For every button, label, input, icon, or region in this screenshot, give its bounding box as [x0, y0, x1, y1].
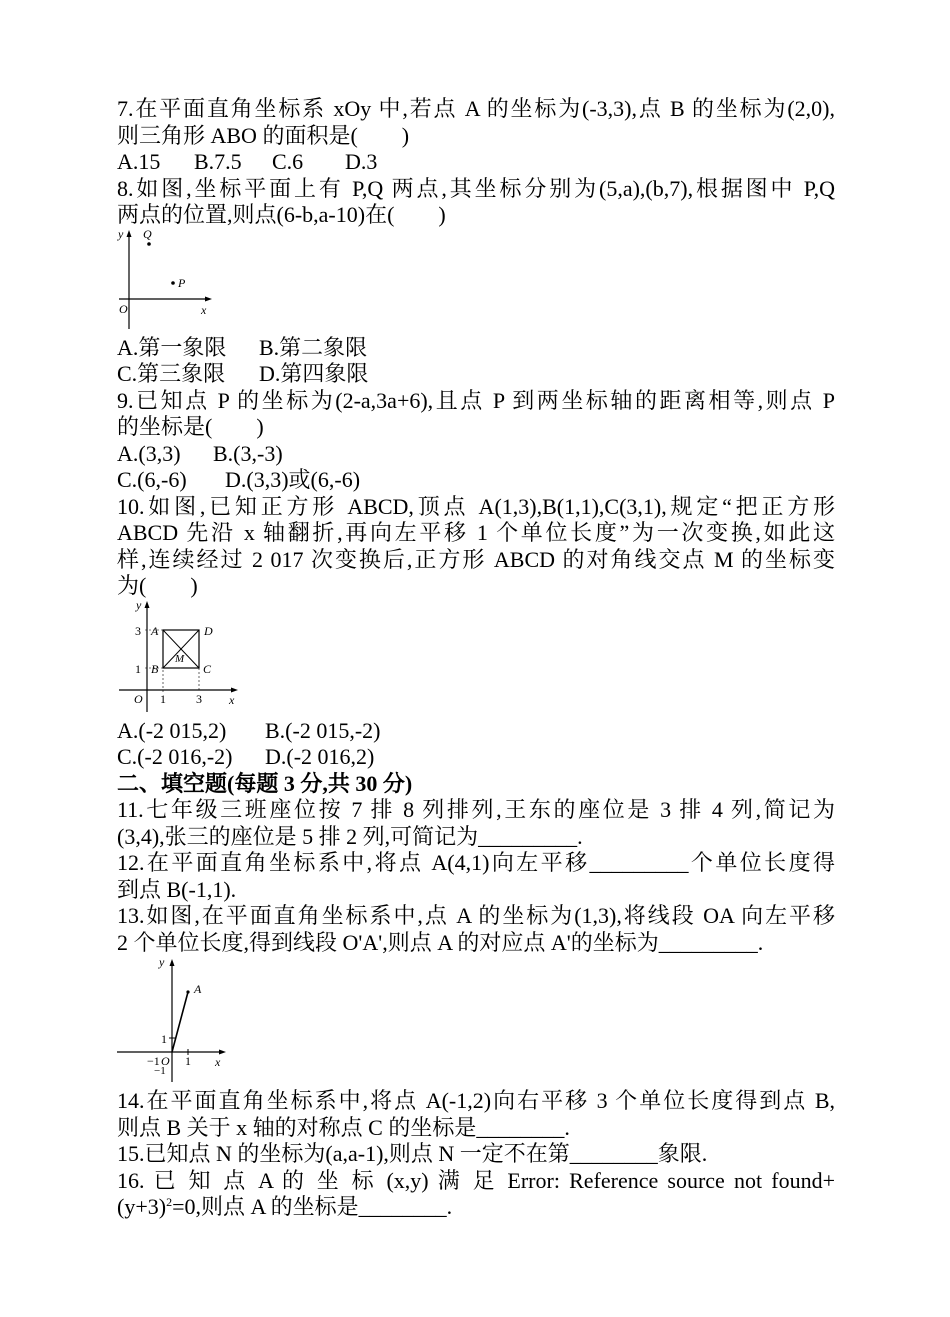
q10-a-label: A [151, 623, 159, 638]
q12-line2: 到点 B(-1,1). [117, 876, 237, 902]
q13-tick-neg1-y: −1 [154, 1065, 166, 1077]
q7-option-a: A.15 [117, 149, 161, 174]
q16-exponent: 2 [166, 1195, 173, 1209]
q10-options-row1 [117, 718, 835, 745]
q8-figure [117, 229, 835, 335]
q7-option-b: B.7.5 [194, 149, 242, 174]
q10-option-a: A.(-2 015,2) [117, 717, 227, 743]
q10-option-b: B.(-2 015,-2) [265, 717, 381, 743]
q10-m-label: M [175, 652, 185, 665]
q16-line1: 16. 已 知 点 A 的 坐 标 (x,y) 满 足 Error: Reference source not found+ [117, 1167, 835, 1193]
q15-line1: 15.已知点 N 的坐标为(a,a-1),则点 N 一定不在第________象限. [117, 1141, 708, 1166]
q13-figure [117, 956, 835, 1088]
section-2-title: 二、填空题(每题 3 分,共 30 分) [117, 770, 413, 796]
q8-point-p [171, 281, 175, 285]
q12-line1: 12.在平面直角坐标系中,将点 A(4,1)向左平移_________个单位长度得 [117, 850, 835, 875]
q8-options-row1 [117, 335, 835, 362]
q10-line4: 为( ) [117, 573, 198, 598]
q10-option-c: C.(-2 016,-2) [117, 744, 233, 769]
q10-tick-x3: 3 [196, 691, 202, 706]
q8-option-c: C.第三象限 [117, 361, 226, 386]
q10-x-label: x [229, 692, 235, 707]
q9-line2: 的坐标是( ) [117, 414, 264, 439]
q9-options-row1 [117, 441, 835, 468]
q11-line1: 11.七年级三班座位按 7 排 8 列排列,王东的座位是 3 排 4 列,简记为 [117, 797, 835, 822]
q8-p-label: P [178, 275, 186, 290]
q10-b-label: B [151, 661, 159, 676]
q13-origin-label: O [161, 1054, 170, 1068]
q9-option-a: A.(3,3) [117, 440, 181, 466]
q8-line2: 两点的位置,则点(6-b,a-10)在( ) [117, 202, 446, 227]
q16-line2 [117, 1194, 835, 1221]
q8-option-a: A.第一象限 [117, 334, 227, 360]
q13-tick-y1: 1 [161, 1032, 167, 1046]
q8-origin-label: O [119, 301, 128, 316]
q10-c-label: C [203, 661, 212, 676]
q9-option-c: C.(6,-6) [117, 467, 187, 492]
q7-option-d: D.3 [345, 149, 378, 174]
q10-line2: ABCD 先沿 x 轴翻折,再向左平移 1 个单位长度”为一次变换,如此这 [117, 520, 835, 545]
q9-options-row2 [117, 467, 835, 494]
q13-y-label: y [159, 956, 165, 969]
q13-line2: 2 个单位长度,得到线段 O'A',则点 A 的对应点 A'的坐标为_________. [117, 929, 764, 955]
q10-options-row2 [117, 744, 835, 771]
q10-tick-y1: 1 [135, 661, 141, 676]
q14-line2: 则点 B 关于 x 轴的对称点 C 的坐标是________. [117, 1114, 570, 1140]
q13-tick-x1: 1 [185, 1054, 191, 1068]
q13-x-label: x [215, 1055, 221, 1069]
q10-origin-label: O [134, 691, 143, 706]
q10-line1: 10.如图,已知正方形 ABCD,顶点 A(1,3),B(1,1),C(3,1),规定“把正方形 [117, 493, 835, 519]
q7-options [117, 149, 835, 176]
q7-option-c: C.6 [272, 149, 304, 174]
q8-options-row2 [117, 361, 835, 388]
q14-line1: 14.在平面直角坐标系中,将点 A(-1,2)向右平移 3 个单位长度得到点 B, [117, 1088, 835, 1113]
q8-point-q [147, 242, 151, 246]
q13-tick-neg1-x: −1 [147, 1054, 160, 1068]
q8-line1: 8.如图,坐标平面上有 P,Q 两点,其坐标分别为(5,a),(b,7),根据图中 P,Q [117, 175, 835, 201]
q8-y-label: y [118, 228, 124, 241]
q7-line1: 7.在平面直角坐标系 xOy 中,若点 A 的坐标为(-3,3),点 B 的坐标为(2,0), [117, 96, 835, 121]
q10-option-d: D.(-2 016,2) [265, 744, 375, 769]
q10-line3: 样,连续经过 2 017 次变换后,正方形 ABCD 的对角线交点 M 的坐标变 [117, 546, 835, 572]
q10-d-label: D [204, 623, 213, 638]
q10-tick-y3: 3 [135, 623, 141, 638]
q10-figure [117, 600, 835, 718]
q13-line1: 13.如图,在平面直角坐标系中,点 A 的坐标为(1,3),将线段 OA 向左平移 [117, 903, 835, 928]
q13-a-label: A [194, 982, 202, 996]
q16-line2-rest: =0,则点 A 的坐标是________. [172, 1194, 453, 1219]
q10-y-label: y [136, 599, 142, 612]
q8-option-b: B.第二象限 [259, 334, 368, 360]
q10-tick-x1: 1 [160, 691, 166, 706]
q9-option-b: B.(3,-3) [213, 440, 283, 466]
exam-page [117, 96, 835, 1221]
q11-line2: (3,4),张三的座位是 5 排 2 列,可简记为_________. [117, 823, 583, 849]
q9-option-d: D.(3,3)或(6,-6) [225, 467, 361, 492]
q8-q-label: Q [143, 228, 152, 241]
q16-expression: (y+3) [117, 1194, 167, 1219]
q9-line1: 9.已知点 P 的坐标为(2-a,3a+6),且点 P 到两坐标轴的距离相等,则点 P [117, 387, 835, 413]
q8-option-d: D.第四象限 [259, 361, 369, 386]
q7-line2: 则三角形 ABO 的面积是( ) [117, 122, 410, 148]
q13-segment-oa [172, 992, 188, 1052]
q8-x-label: x [201, 302, 207, 317]
